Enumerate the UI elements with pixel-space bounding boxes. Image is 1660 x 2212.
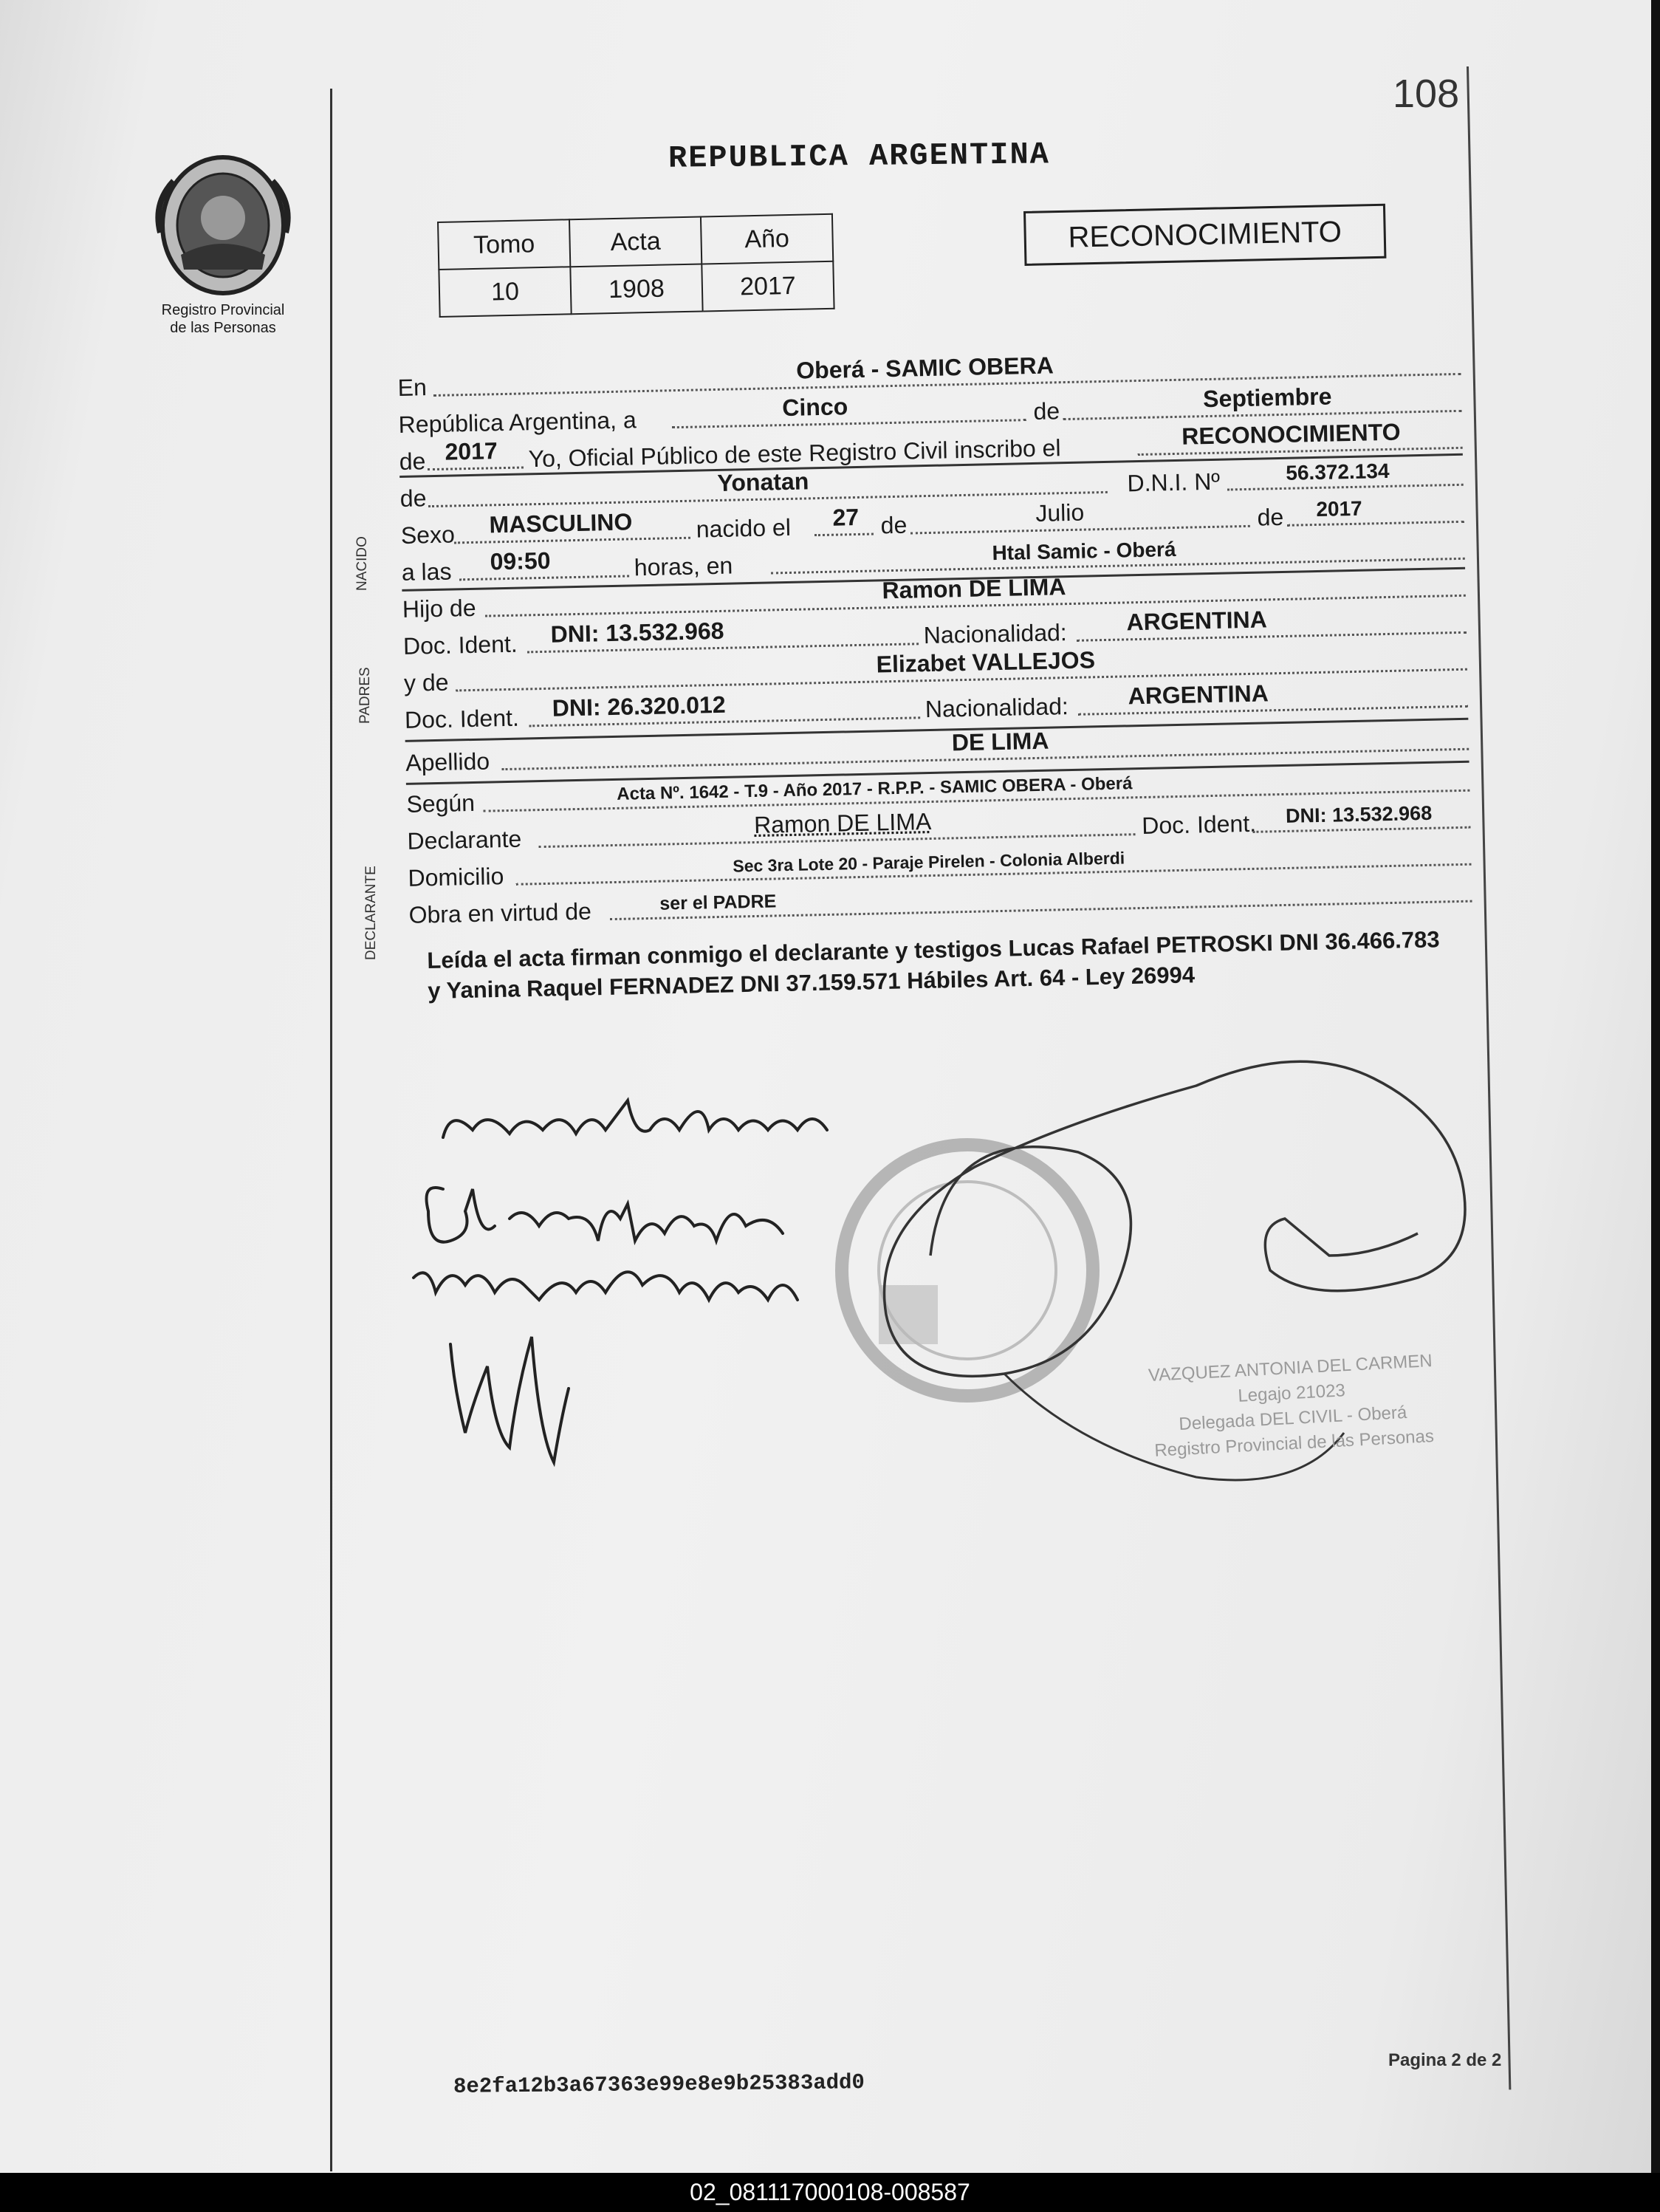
value-padre: Ramon DE LIMA xyxy=(882,573,1066,604)
stamp-line1: VAZQUEZ ANTONIA DEL CARMEN xyxy=(1148,1351,1433,1386)
value-hora: 09:50 xyxy=(490,547,551,575)
logo-caption-line1: Registro Provincial xyxy=(161,302,285,318)
value-sexo: MASCULINO xyxy=(489,508,633,538)
label-de: de xyxy=(1033,397,1060,425)
section-label-nacido: NACIDO xyxy=(354,536,370,591)
scan-file-id: 02_081117000108-008587 xyxy=(0,2173,1660,2212)
label-nacionalidad-padre: Nacionalidad: xyxy=(923,619,1068,649)
value-doc-madre: DNI: 26.320.012 xyxy=(552,691,726,722)
label-alas: a las xyxy=(401,558,452,586)
label-apellido: Apellido xyxy=(405,747,490,776)
stamp-line2: Legajo 21023 xyxy=(1237,1380,1346,1406)
value-doc-padre: DNI: 13.532.968 xyxy=(550,617,724,648)
value-dni: 56.372.134 xyxy=(1286,459,1390,484)
value-nacionalidad-madre: ARGENTINA xyxy=(1128,679,1269,710)
official-stamp-and-signature xyxy=(783,1034,1521,1551)
label-de-anio: de xyxy=(399,448,426,475)
closing-statement: Leída el acta firman conmigo el declarante y testigos Lucas Rafael PETROSKI DNI 36.466.783 y Yanina Raquel FERNADEZ DNI 37.159.571 Hábiles Art. 64 - Ley 26994 xyxy=(427,926,1440,1004)
label-segun: Según xyxy=(406,789,476,818)
page-number: 108 xyxy=(1393,72,1460,116)
value-tipo-acta: RECONOCIMIENTO xyxy=(1181,418,1401,450)
ref-value-acta: 1908 xyxy=(570,264,702,315)
document-hash: 8e2fa12b3a67363e99e8e9b25383add0 xyxy=(453,2070,865,2099)
section-label-declarante: DECLARANTE xyxy=(363,866,379,960)
label-declarante: Declarante xyxy=(407,825,522,855)
label-sexo: Sexo xyxy=(400,521,456,549)
label-horas-en: horas, en xyxy=(634,552,733,581)
value-nacionalidad-padre: ARGENTINA xyxy=(1126,606,1268,636)
left-margin-rule xyxy=(330,89,332,2171)
value-segun: Acta Nº. 1642 - T.9 - Año 2017 - R.P.P. - SAMIC OBERA - Oberá xyxy=(616,773,1133,804)
value-dia: Cinco xyxy=(781,393,848,422)
label-inscribo: Yo, Oficial Público de este Registro Civil inscribo el xyxy=(528,434,1061,473)
label-doc-ident-madre: Doc. Ident. xyxy=(404,704,520,733)
record-type-box: RECONOCIMIENTO xyxy=(1023,204,1386,266)
value-lugar-nacimiento: Htal Samic - Oberá xyxy=(992,537,1176,565)
document-title: REPUBLICA ARGENTINA xyxy=(668,137,1051,177)
value-decl-doc: DNI: 13.532.968 xyxy=(1285,801,1433,827)
ref-value-tomo: 10 xyxy=(439,267,571,317)
value-anio: 2017 xyxy=(445,437,498,465)
value-declarante: Ramon DE LIMA xyxy=(753,807,932,839)
label-doc-ident-padre: Doc. Ident. xyxy=(402,630,518,660)
label-hijo-de: Hijo de xyxy=(402,594,476,623)
ref-header-acta: Acta xyxy=(569,217,702,267)
value-domicilio: Sec 3ra Lote 20 - Paraje Pirelen - Colonia Alberdi xyxy=(733,848,1125,876)
label-decl-doc-ident: Doc. Ident. xyxy=(1141,809,1257,840)
label-dni: D.N.I. Nº xyxy=(1127,468,1221,497)
record-reference-table xyxy=(437,213,835,318)
stamp-text-block xyxy=(1120,1347,1464,1465)
label-de-nombre: de xyxy=(399,484,427,512)
ref-header-tomo: Tomo xyxy=(438,219,570,270)
registration-form xyxy=(397,343,1472,929)
value-apellido: DE LIMA xyxy=(951,727,1049,756)
value-nac-mes: Julio xyxy=(1035,499,1085,527)
ref-header-anio: Año xyxy=(701,214,833,264)
label-y-de: y de xyxy=(403,668,449,696)
stamp-line4: Registro Provincial de las Personas xyxy=(1153,1426,1435,1461)
value-nac-dia: 27 xyxy=(832,503,860,531)
value-nac-anio: 2017 xyxy=(1316,496,1362,521)
label-domicilio: Domicilio xyxy=(408,863,504,891)
ref-value-anio: 2017 xyxy=(702,261,834,312)
value-mes: Septiembre xyxy=(1202,383,1332,413)
value-lugar-inscripcion: Oberá - SAMIC OBERA xyxy=(795,352,1054,384)
label-nacionalidad-madre: Nacionalidad: xyxy=(925,693,1069,723)
label-obra-en-virtud: Obra en virtud de xyxy=(408,897,592,928)
value-madre: Elizabet VALLEJOS xyxy=(876,646,1096,678)
label-nac-de: de xyxy=(880,511,908,539)
logo-caption xyxy=(127,301,319,337)
stamp-line3: Delegada DEL CIVIL - Oberá xyxy=(1178,1402,1407,1435)
page-count: Pagina 2 de 2 xyxy=(1388,2050,1502,2070)
logo-caption-line2: de las Personas xyxy=(170,320,276,336)
province-seal-logo xyxy=(151,151,295,299)
value-nombre: Yonatan xyxy=(717,468,809,496)
label-en: En xyxy=(397,374,428,401)
label-nacido: nacido el xyxy=(696,513,792,543)
value-obra: ser el PADRE xyxy=(659,891,777,914)
label-republica: República Argentina, a xyxy=(398,406,637,438)
section-label-padres: PADRES xyxy=(357,667,373,724)
label-nac-de2: de xyxy=(1257,503,1284,531)
